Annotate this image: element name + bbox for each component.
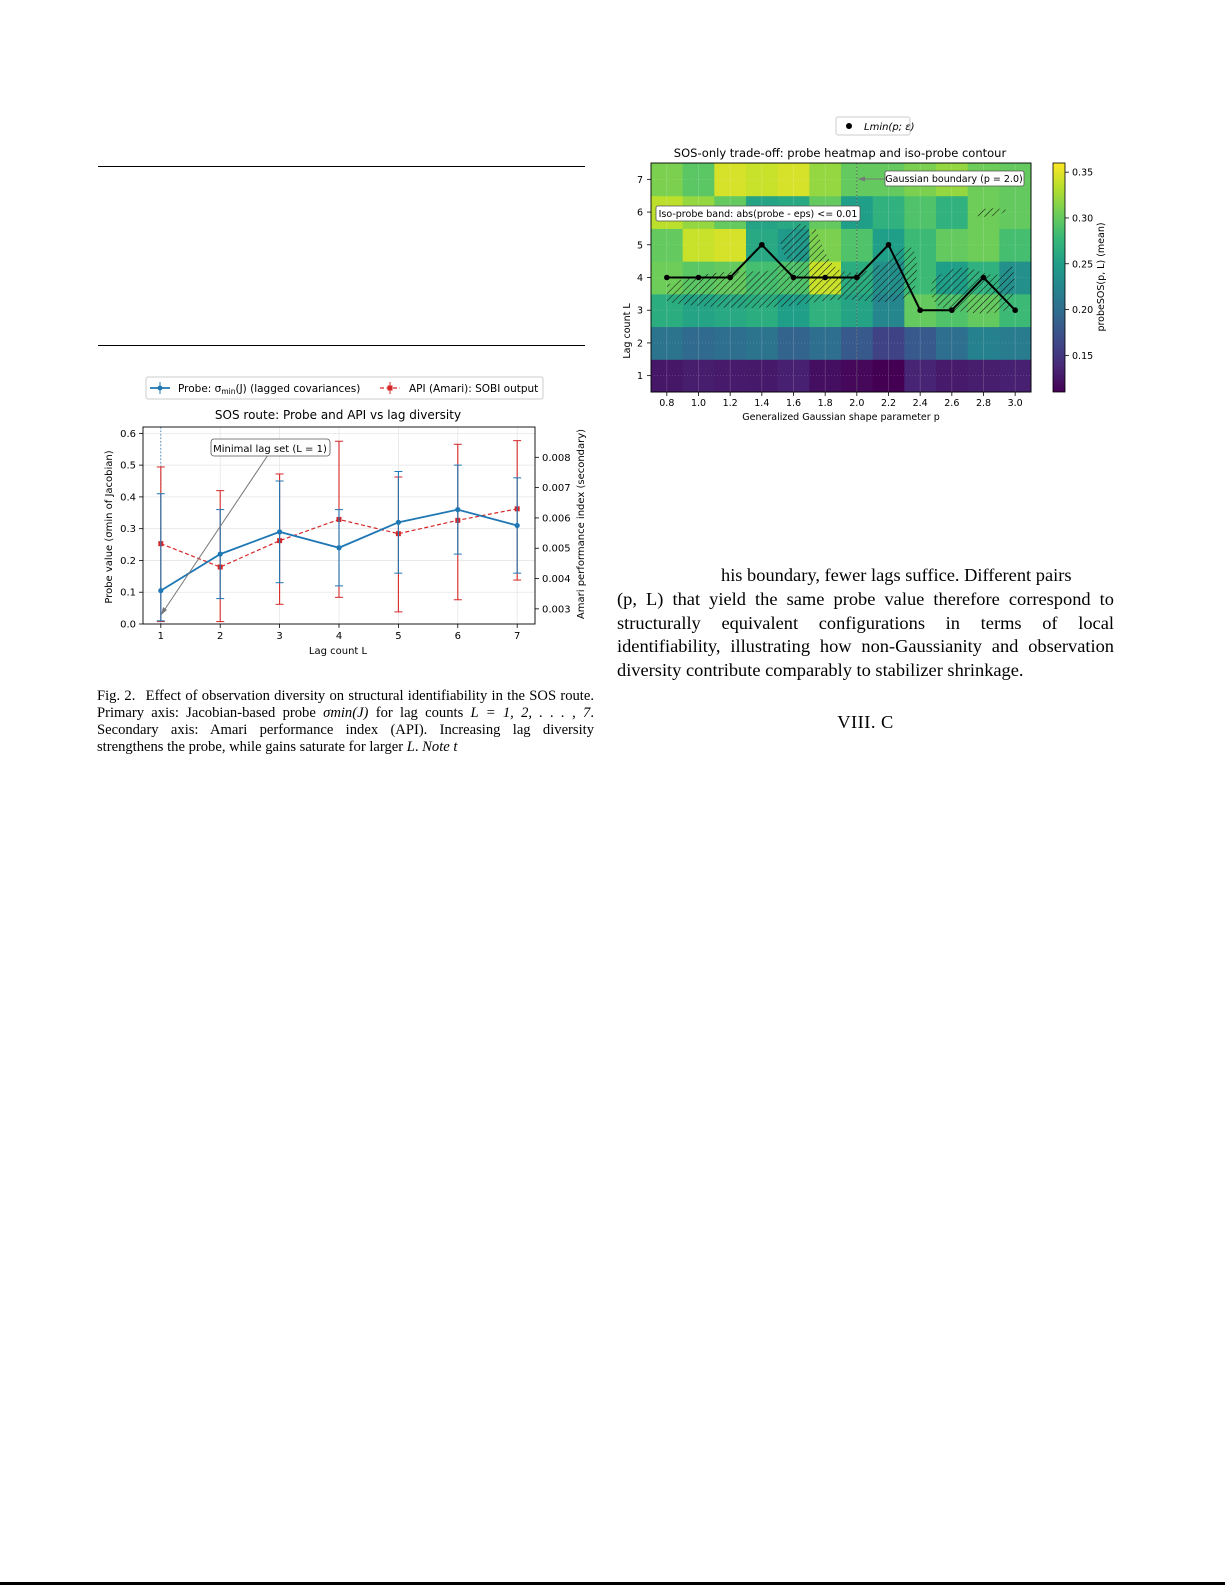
lmin-point bbox=[696, 275, 702, 281]
y-tick-label: 7 bbox=[636, 174, 643, 186]
y-axis-label: Probe value (σmin of Jacobian) bbox=[104, 450, 115, 604]
x-tick-label: 2.4 bbox=[912, 398, 928, 409]
caption-italic: Note t bbox=[422, 739, 458, 755]
lmin-point bbox=[949, 307, 955, 313]
x-tick-label: 2.8 bbox=[975, 398, 992, 409]
probe-heatmap-chart bbox=[615, 112, 1115, 430]
chart-title: SOS route: Probe and API vs lag diversity bbox=[214, 408, 462, 422]
lmin-point bbox=[1012, 307, 1018, 313]
probe-point bbox=[396, 520, 401, 525]
y-tick-label: 0.6 bbox=[120, 428, 136, 440]
probe-api-chart bbox=[90, 372, 610, 667]
mid-rule bbox=[98, 345, 585, 346]
y-tick-label: 0.0 bbox=[120, 619, 136, 631]
chart-legend bbox=[146, 377, 543, 399]
legend-marker-probe-dot bbox=[158, 386, 163, 391]
x-tick-label: 2 bbox=[217, 631, 224, 642]
y2-tick-label: 0.004 bbox=[542, 574, 571, 586]
y-axis-label: Lag count L bbox=[622, 303, 633, 359]
y-tick-label: 3 bbox=[636, 305, 643, 317]
y-tick-label: 4 bbox=[636, 273, 643, 284]
x-tick-label: 1.2 bbox=[722, 398, 738, 409]
probe-point bbox=[515, 523, 520, 528]
caption-text-d: . bbox=[414, 739, 423, 755]
probe-point bbox=[336, 545, 341, 550]
x-axis-label: Lag count L bbox=[308, 646, 368, 657]
body-paragraph bbox=[617, 564, 1114, 683]
caption-text-b: for lag counts bbox=[368, 705, 471, 721]
x-tick-label: 0.8 bbox=[659, 398, 675, 409]
x-tick-label: 3 bbox=[276, 631, 283, 642]
y-tick-label: 0.4 bbox=[120, 492, 136, 504]
y-tick-label: 5 bbox=[636, 240, 643, 252]
x-tick-label: 6 bbox=[454, 631, 461, 642]
legend-marker-api-dot bbox=[388, 386, 393, 391]
svg-text:Minimal lag set (L = 1): Minimal lag set (L = 1) bbox=[213, 444, 327, 455]
x-tick-label: 4 bbox=[335, 631, 343, 642]
colorbar-tick-label: 0.25 bbox=[1072, 259, 1094, 271]
y-tick-label: 1 bbox=[636, 371, 643, 383]
colorbar-tick-label: 0.35 bbox=[1072, 167, 1094, 179]
caption-text-a: Effect of observation diversity on structural identifiability in the SOS route. Primary axis: Jacobian-based probe bbox=[97, 688, 594, 721]
x-tick-label: 5 bbox=[395, 631, 402, 642]
y2-tick-label: 0.007 bbox=[542, 483, 571, 495]
y-tick-label: 6 bbox=[636, 207, 643, 219]
body-line-1: his boundary, fewer lags suffice. Different pairs bbox=[721, 565, 1072, 585]
x-tick-label: 1.6 bbox=[785, 398, 802, 409]
chart-legend bbox=[836, 117, 915, 135]
x-tick-label: 3.0 bbox=[1007, 398, 1023, 409]
x-tick-label: 2.6 bbox=[944, 398, 960, 409]
colorbar-label: probeSOS(p, L) (mean) bbox=[1096, 222, 1107, 332]
colorbar bbox=[1053, 163, 1065, 392]
y2-tick-label: 0.008 bbox=[542, 452, 571, 464]
y-tick-label: 0.1 bbox=[120, 587, 136, 599]
lmin-point bbox=[664, 275, 670, 281]
probe-point bbox=[455, 507, 460, 512]
top-rule bbox=[98, 166, 585, 167]
y-tick-label: 0.3 bbox=[120, 524, 136, 536]
lmin-point bbox=[981, 275, 987, 281]
y-tick-label: 2 bbox=[636, 338, 643, 350]
lmin-point bbox=[917, 307, 923, 313]
y-tick-label: 0.2 bbox=[120, 555, 136, 567]
y2-axis-label: Amari performance index (secondary) bbox=[576, 428, 587, 620]
x-tick-label: 2.2 bbox=[880, 398, 897, 409]
y2-tick-label: 0.005 bbox=[542, 543, 571, 555]
body-rest: (p, L) that yield the same probe value therefore correspond to structurally equivalent configurations in terms of local identifiability, illustrating how non-Gaussianity and observation diversity contribute comparably to stabilizer shrinkage. bbox=[617, 588, 1114, 681]
lmin-point bbox=[822, 275, 828, 281]
y2-tick-label: 0.003 bbox=[542, 604, 571, 616]
lmin-point bbox=[854, 275, 860, 281]
lmin-point bbox=[886, 242, 892, 248]
section-heading: VIII. C bbox=[837, 712, 894, 732]
x-tick-label: 2.0 bbox=[849, 398, 865, 409]
x-tick-label: 1.4 bbox=[754, 398, 770, 409]
lmin-point bbox=[727, 275, 733, 281]
y2-tick-label: 0.006 bbox=[542, 513, 571, 525]
x-tick-label: 7 bbox=[513, 631, 521, 642]
caption-math-L: L = 1, 2, . . . , 7 bbox=[470, 705, 591, 721]
lmin-point bbox=[759, 242, 765, 248]
colorbar-tick-label: 0.30 bbox=[1072, 213, 1094, 225]
legend-marker-lmin bbox=[846, 123, 852, 129]
svg-text:Gaussian boundary (p = 2.0): Gaussian boundary (p = 2.0) bbox=[885, 174, 1023, 185]
caption-math-Lend: L bbox=[406, 739, 415, 755]
caption-label: Fig. 2. bbox=[97, 688, 136, 704]
x-tick-label: 1 bbox=[157, 631, 165, 642]
probe-point bbox=[277, 529, 282, 534]
legend-label-lmin: Lmin(p; ε) bbox=[864, 122, 915, 133]
chart-title: SOS-only trade-off: probe heatmap and iso-probe contour bbox=[673, 146, 1007, 160]
x-tick-label: 1.0 bbox=[690, 398, 707, 409]
caption-math-probe: σmin(J) bbox=[323, 705, 369, 721]
colorbar-tick-label: 0.20 bbox=[1072, 305, 1094, 317]
lmin-point bbox=[791, 275, 797, 281]
legend-label-api: API (Amari): SOBI output bbox=[409, 383, 539, 395]
iso-probe-band-annotation bbox=[656, 206, 860, 221]
y-tick-label: 0.5 bbox=[120, 460, 136, 472]
probe-point bbox=[218, 551, 223, 556]
figure-caption bbox=[97, 688, 594, 756]
x-tick-label: 1.8 bbox=[817, 398, 833, 409]
legend-label-probe: Probe: σmin(J) (lagged covariances) bbox=[178, 383, 361, 396]
caption-text-c: . Secondary axis: Amari performance index (API). Increasing lag diversity strengthens the probe, while gains saturate for larger bbox=[97, 705, 595, 755]
svg-text:Iso-probe band: abs(probe - ep: Iso-probe band: abs(probe - eps) <= 0.01 bbox=[658, 209, 858, 220]
probe-point bbox=[158, 588, 163, 593]
x-axis-label: Generalized Gaussian shape parameter p bbox=[742, 412, 940, 423]
colorbar-tick-label: 0.15 bbox=[1072, 350, 1094, 362]
